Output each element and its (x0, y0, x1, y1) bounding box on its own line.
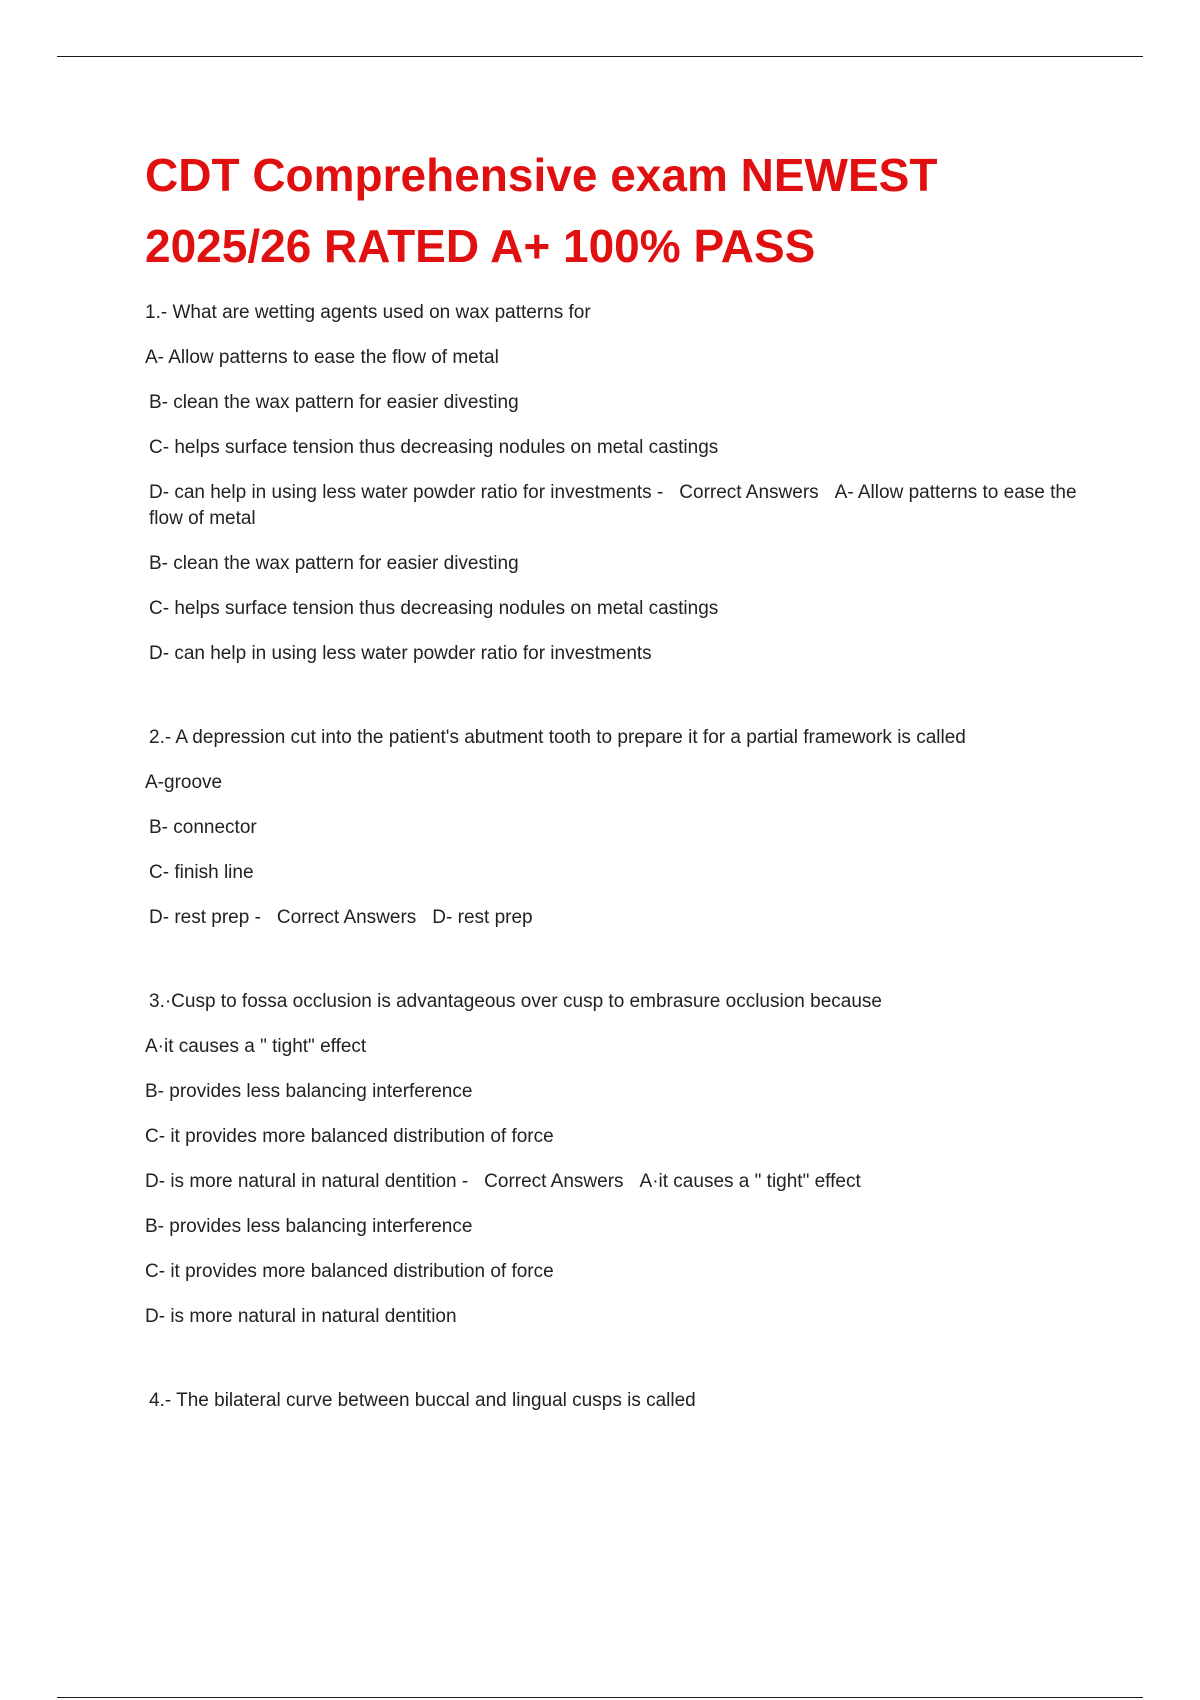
correct-answers-label: Correct Answers (484, 1171, 624, 1192)
question-2 (145, 725, 1105, 931)
document-title (145, 140, 1105, 282)
answer-first: A·it causes a " tight" effect (639, 1171, 861, 1192)
question-1 (145, 300, 1105, 667)
option-b: B- connector (149, 817, 257, 838)
option-a: A-groove (145, 772, 223, 793)
answer-d: D- can help in using less water powder ratio for investments (149, 643, 652, 664)
option-a: A·it causes a " tight" effect (145, 1036, 367, 1057)
question-3 (145, 989, 1105, 1330)
option-c: C- helps surface tension thus decreasing nodules on metal castings (149, 437, 719, 458)
option-c: C- it provides more balanced distribution of force (145, 1126, 554, 1147)
question-text: 4.- The bilateral curve between buccal and lingual cusps is called (149, 1390, 696, 1411)
answer-first: D- rest prep (432, 907, 533, 928)
correct-answers-label: Correct Answers (679, 482, 819, 503)
option-d: D- rest prep - (149, 907, 261, 928)
question-4 (145, 1388, 1105, 1414)
option-d: D- is more natural in natural dentition - (145, 1171, 469, 1192)
question-text: 3.·Cusp to fossa occlusion is advantageous over cusp to embrasure occlusion because (149, 991, 882, 1012)
option-b: B- provides less balancing interference (145, 1081, 473, 1102)
bottom-divider (57, 1697, 1143, 1698)
answer-c: C- helps surface tension thus decreasing nodules on metal castings (149, 598, 719, 619)
correct-answers-label: Correct Answers (276, 907, 417, 928)
option-d: D- can help in using less water powder ratio for investments - (149, 482, 664, 503)
answer-b: B- clean the wax pattern for easier divesting (149, 553, 519, 574)
title-line-2: 2025/26 RATED A+ 100% PASS (145, 220, 816, 272)
option-b: B- clean the wax pattern for easier divesting (149, 392, 519, 413)
top-divider (57, 56, 1143, 57)
answer-b: B- provides less balancing interference (145, 1216, 473, 1237)
question-text: 1.- What are wetting agents used on wax patterns for (145, 302, 591, 323)
option-a: A- Allow patterns to ease the flow of metal (145, 347, 499, 368)
option-c: C- finish line (149, 862, 254, 883)
answer-c: C- it provides more balanced distribution of force (145, 1261, 554, 1282)
option-d-with-answer (145, 480, 1105, 532)
title-line-1: CDT Comprehensive exam NEWEST (145, 149, 938, 201)
answer-first: A- Allow patterns to ease the flow of metal (149, 482, 1077, 529)
document-page (145, 140, 1105, 1433)
answer-d: D- is more natural in natural dentition (145, 1306, 457, 1327)
question-text: 2.- A depression cut into the patient's abutment tooth to prepare it for a partial framework is called (149, 727, 966, 748)
option-d-with-answer (145, 1169, 1105, 1195)
option-d-with-answer (145, 905, 1105, 931)
